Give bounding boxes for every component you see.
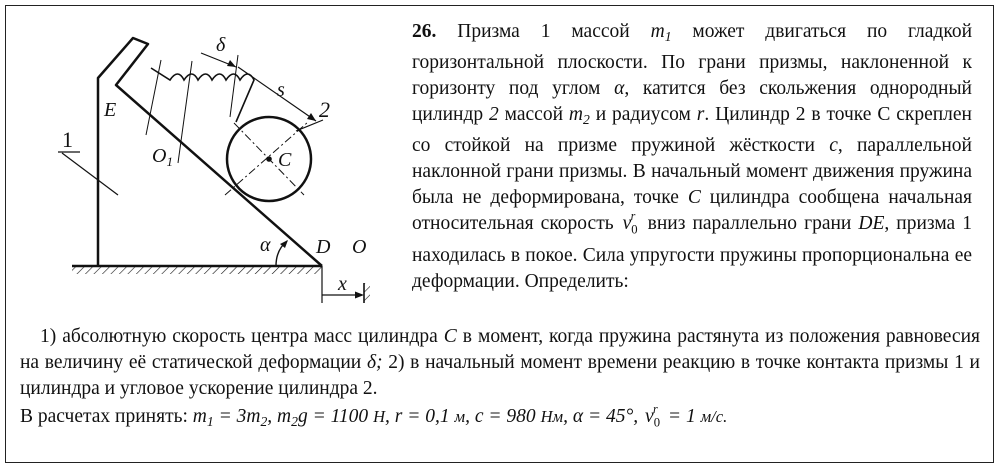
- given-sub: 2: [260, 414, 268, 430]
- given-segment: , m: [267, 406, 292, 427]
- prism-label-leader: [62, 153, 118, 195]
- var-m1-sub: 1: [664, 29, 672, 45]
- s-arrowhead: [307, 113, 316, 121]
- given-segment: , r = 0,1: [385, 406, 455, 427]
- label-s: s: [277, 79, 285, 101]
- v-letter: v: [622, 213, 632, 235]
- given-segment: = 1: [663, 406, 701, 427]
- label-x: x: [338, 273, 347, 295]
- given-sub: 2: [291, 414, 298, 430]
- var-c: с: [829, 135, 838, 157]
- problem-statement: [412, 19, 972, 295]
- var-m1: m: [650, 21, 665, 42]
- x-axis-hatch: [364, 283, 370, 303]
- label-o1: $O_1$: [152, 145, 173, 169]
- var-point-c: C: [443, 326, 457, 347]
- var-m2-sub: 2: [582, 112, 590, 128]
- text-segment: массой: [498, 104, 569, 126]
- text-segment: и радиусом: [589, 104, 697, 126]
- given-segment: g = 1100: [297, 406, 374, 427]
- given-segment: , α = 45°,: [563, 406, 644, 427]
- v-letter: v: [645, 406, 654, 427]
- given-sub: 1: [206, 414, 214, 430]
- v-sup: r: [630, 209, 636, 224]
- delta-arrowhead: [227, 60, 236, 67]
- label-c: C: [278, 149, 292, 171]
- text-segment: , катится без скольжения однородный цилиндр: [412, 78, 972, 126]
- unit-nm: Нм: [540, 407, 564, 426]
- text-segment: в момент, когда пружина растянута из положения равновесия на величину её статической деформации: [20, 326, 980, 373]
- var-r: r: [696, 104, 705, 126]
- given-velocity: [645, 404, 660, 435]
- velocity-v0r: [623, 211, 638, 242]
- spring: [151, 68, 254, 122]
- given-segment: = 3m: [213, 406, 261, 427]
- var-de: DE: [858, 213, 885, 235]
- text-segment: цилиндра сообщена начальная относительная скорость: [412, 187, 973, 235]
- var-delta: δ;: [366, 352, 383, 373]
- v-sub: 0: [631, 222, 638, 237]
- given-values: [20, 404, 980, 435]
- unit-m: м: [454, 407, 466, 426]
- problem-number: 26.: [412, 21, 437, 42]
- label-2: 2: [319, 97, 330, 122]
- unit-n: Н: [373, 407, 386, 426]
- text-segment: вниз параллельно грани: [640, 213, 859, 235]
- x-axis-arrowhead: [355, 292, 364, 299]
- unit-ms: м/с.: [700, 407, 728, 426]
- var-alpha: α: [614, 78, 625, 100]
- text-segment: 2) в начальный момент времени реакцию в точке контакта призмы 1 и цилиндра и угловое ускорение цилиндра 2.: [20, 352, 980, 399]
- text-segment: 1) абсолютную скорость центра масс цилиндра: [40, 326, 444, 347]
- text-segment: может двигаться по гладкой горизонтальной плоскости. По грани призмы, наклоненной к горизонту под углом: [412, 21, 973, 100]
- v-sub: 0: [653, 415, 661, 430]
- ground-hatch: [72, 267, 322, 274]
- given-segment: m: [192, 406, 207, 427]
- var-point-c: C: [687, 187, 701, 209]
- equilibrium-line: [178, 61, 192, 163]
- var-cyl-num: 2: [489, 104, 499, 126]
- given-segment: , c = 980: [465, 406, 541, 427]
- label-e: E: [104, 99, 117, 121]
- text-segment: Призма 1 массой: [457, 21, 651, 42]
- text-segment: , призма 1 находилась в покое. Сила упругости пружины пропорциональна ее деформации. Определить:: [412, 213, 972, 292]
- label-delta: δ: [216, 34, 226, 56]
- cylinder-normal-line: [234, 123, 304, 195]
- label-1: 1: [62, 127, 73, 152]
- label-alpha: α: [260, 234, 271, 256]
- text-segment: , параллельной наклонной грани призмы. В начальный момент движения пружина была не деформирована, точке: [412, 135, 972, 209]
- v-sup: r: [653, 402, 658, 416]
- questions: [20, 324, 980, 402]
- var-m2: m: [568, 104, 583, 126]
- label-o: O: [352, 236, 367, 258]
- mechanism-figure: [20, 25, 400, 315]
- label-d: D: [316, 236, 331, 258]
- text-segment: . Цилиндр 2 в точке С скреплен со стойкой на призме пружиной жёсткости: [412, 104, 972, 157]
- given-label: В расчетах принять:: [20, 406, 193, 427]
